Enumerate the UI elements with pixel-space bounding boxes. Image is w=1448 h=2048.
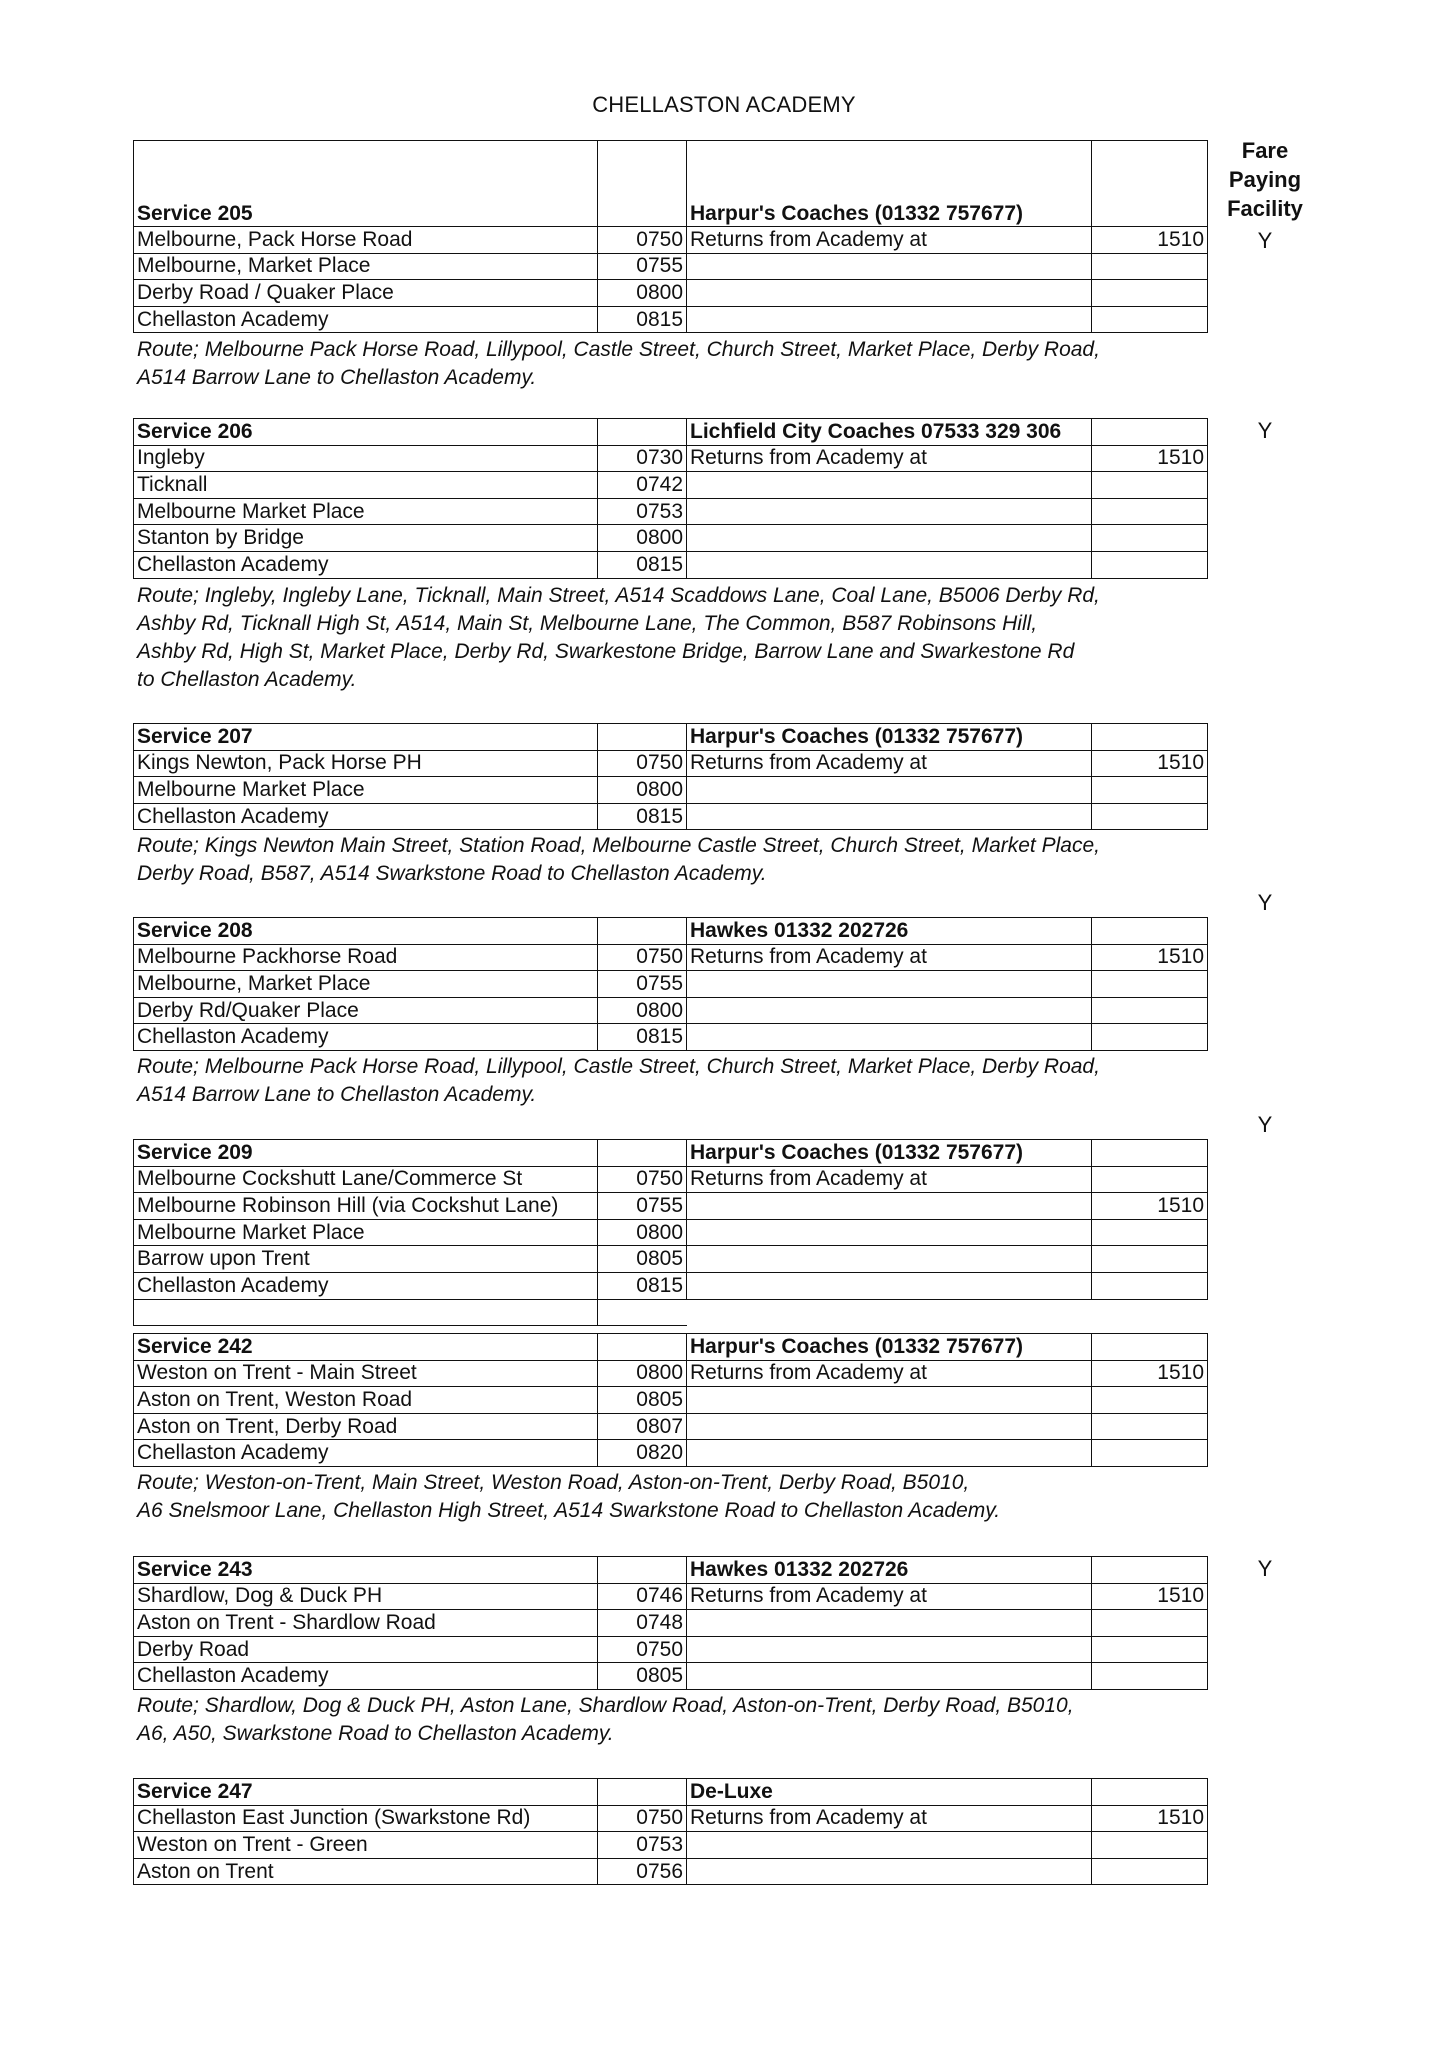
stop-name: Melbourne Market Place bbox=[134, 777, 598, 804]
fare-paying-flag: Y bbox=[1257, 890, 1273, 915]
stop-row bbox=[134, 750, 1208, 777]
empty-cell bbox=[1092, 141, 1208, 227]
returns-label-cell: Returns from Academy at bbox=[687, 445, 1092, 472]
stop-name: Derby Road / Quaker Place bbox=[134, 280, 598, 307]
return-time-cell: 1510 bbox=[1092, 1805, 1208, 1832]
stop-time: 0750 bbox=[598, 227, 687, 254]
route-line: Ashby Rd, High St, Market Place, Derby Rd, Swarkestone Bridge, Barrow Lane and Swarkestone Rd bbox=[137, 639, 1075, 663]
return-time-cell: 1510 bbox=[1092, 1583, 1208, 1610]
stop-time: 0730 bbox=[598, 445, 687, 472]
stop-time: 0800 bbox=[598, 525, 687, 552]
empty-cell bbox=[1092, 419, 1208, 446]
stop-name: Melbourne Market Place bbox=[134, 498, 598, 525]
empty-cell bbox=[1092, 918, 1208, 945]
stop-name: Chellaston Academy bbox=[134, 306, 598, 333]
stop-row bbox=[134, 498, 1208, 525]
returns-label-cell bbox=[687, 1440, 1092, 1467]
stop-name: Barrow upon Trent bbox=[134, 1246, 598, 1273]
stop-row bbox=[134, 253, 1208, 280]
return-time-cell bbox=[1092, 1636, 1208, 1663]
return-time-cell: 1510 bbox=[1092, 944, 1208, 971]
stop-name: Aston on Trent, Derby Road bbox=[134, 1413, 598, 1440]
stop-time: 0750 bbox=[598, 750, 687, 777]
returns-label-cell: Returns from Academy at bbox=[687, 944, 1092, 971]
returns-label-cell bbox=[687, 1610, 1092, 1637]
route-line: A6, A50, Swarkstone Road to Chellaston Academy. bbox=[137, 1722, 614, 1746]
stop-time: 0746 bbox=[598, 1583, 687, 1610]
empty-cell bbox=[598, 918, 687, 945]
stop-row bbox=[134, 1360, 1208, 1387]
stop-row bbox=[134, 280, 1208, 307]
return-time-cell: 1510 bbox=[1092, 750, 1208, 777]
empty-cell bbox=[1092, 1140, 1208, 1167]
return-time-cell bbox=[1092, 1219, 1208, 1246]
stop-name: Chellaston Academy bbox=[134, 803, 598, 830]
return-time-cell bbox=[1092, 253, 1208, 280]
stop-row bbox=[134, 1832, 1208, 1859]
stop-time: 0755 bbox=[598, 1193, 687, 1220]
stop-name: Melbourne, Market Place bbox=[134, 253, 598, 280]
returns-label-cell: Returns from Academy at bbox=[687, 750, 1092, 777]
service-table bbox=[133, 917, 1208, 1051]
service-table bbox=[133, 1333, 1208, 1467]
returns-label-cell bbox=[687, 1246, 1092, 1273]
service-name: Service 242 bbox=[134, 1334, 598, 1361]
fare-header-line: Fare bbox=[1241, 138, 1289, 163]
stop-name: Aston on Trent - Shardlow Road bbox=[134, 1610, 598, 1637]
stop-name: Chellaston Academy bbox=[134, 1663, 598, 1690]
service-name: Service 247 bbox=[134, 1779, 598, 1806]
service-name: Service 243 bbox=[134, 1557, 598, 1584]
stop-name: Melbourne, Pack Horse Road bbox=[134, 227, 598, 254]
stop-row bbox=[134, 445, 1208, 472]
stop-name: Melbourne Packhorse Road bbox=[134, 944, 598, 971]
stop-name: Derby Rd/Quaker Place bbox=[134, 997, 598, 1024]
stop-row bbox=[134, 1166, 1208, 1193]
stop-row bbox=[134, 997, 1208, 1024]
stop-name: Ingleby bbox=[134, 445, 598, 472]
empty-cell bbox=[1092, 1779, 1208, 1806]
stop-time: 0800 bbox=[598, 777, 687, 804]
return-time-cell: 1510 bbox=[1092, 1193, 1208, 1220]
service-name: Service 205 bbox=[134, 141, 598, 227]
stop-time: 0753 bbox=[598, 1832, 687, 1859]
returns-label-cell bbox=[687, 1387, 1092, 1414]
stop-time: 0800 bbox=[598, 1360, 687, 1387]
stop-time: 0805 bbox=[598, 1663, 687, 1690]
service-header-row bbox=[134, 918, 1208, 945]
returns-label-cell bbox=[687, 1663, 1092, 1690]
stop-row bbox=[134, 1272, 1208, 1299]
empty-cell bbox=[134, 1299, 598, 1326]
stop-name: Kings Newton, Pack Horse PH bbox=[134, 750, 598, 777]
stop-row bbox=[134, 551, 1208, 578]
service-table bbox=[133, 140, 1208, 333]
stop-row bbox=[134, 1440, 1208, 1467]
returns-label-cell: Returns from Academy at bbox=[687, 1805, 1092, 1832]
stop-row bbox=[134, 306, 1208, 333]
return-time-cell bbox=[1092, 1858, 1208, 1885]
stop-name: Ticknall bbox=[134, 472, 598, 499]
return-time-cell bbox=[1092, 472, 1208, 499]
stop-name: Aston on Trent bbox=[134, 1858, 598, 1885]
stop-time: 0755 bbox=[598, 253, 687, 280]
service-name: Service 207 bbox=[134, 724, 598, 751]
stop-time: 0755 bbox=[598, 971, 687, 998]
stop-time: 0800 bbox=[598, 1219, 687, 1246]
stop-name: Melbourne, Market Place bbox=[134, 971, 598, 998]
service-header-row bbox=[134, 419, 1208, 446]
service-header-row bbox=[134, 1557, 1208, 1584]
stop-name: Melbourne Robinson Hill (via Cockshut Lane) bbox=[134, 1193, 598, 1220]
return-time-cell bbox=[1092, 1832, 1208, 1859]
returns-label-cell bbox=[687, 525, 1092, 552]
route-line: Ashby Rd, Ticknall High St, A514, Main St, Melbourne Lane, The Common, B587 Robinsons Hill, bbox=[137, 611, 1038, 635]
stop-row bbox=[134, 1663, 1208, 1690]
route-line: Route; Ingleby, Ingleby Lane, Ticknall, Main Street, A514 Scaddows Lane, Coal Lane, B5006 Derby Rd, bbox=[137, 583, 1100, 607]
stop-row bbox=[134, 777, 1208, 804]
route-line: A514 Barrow Lane to Chellaston Academy. bbox=[137, 1083, 537, 1107]
route-description bbox=[137, 582, 1217, 694]
returns-label-cell bbox=[687, 1219, 1092, 1246]
return-time-cell bbox=[1092, 1387, 1208, 1414]
route-line: Route; Weston-on-Trent, Main Street, Weston Road, Aston-on-Trent, Derby Road, B5010, bbox=[137, 1471, 970, 1495]
route-line: A6 Snelsmoor Lane, Chellaston High Street, A514 Swarkstone Road to Chellaston Academy. bbox=[137, 1499, 1001, 1523]
returns-label-cell bbox=[687, 306, 1092, 333]
return-time-cell bbox=[1092, 777, 1208, 804]
stop-time: 0815 bbox=[598, 551, 687, 578]
stop-time: 0815 bbox=[598, 1272, 687, 1299]
returns-label-cell bbox=[687, 1858, 1092, 1885]
stop-name: Chellaston Academy bbox=[134, 1024, 598, 1051]
stop-name: Aston on Trent, Weston Road bbox=[134, 1387, 598, 1414]
empty-cell bbox=[598, 419, 687, 446]
fare-header-line: Facility bbox=[1227, 196, 1303, 221]
document-title: CHELLASTON ACADEMY bbox=[592, 92, 856, 117]
route-line: Derby Road, B587, A514 Swarkstone Road to Chellaston Academy. bbox=[137, 862, 767, 886]
route-line: Route; Shardlow, Dog & Duck PH, Aston Lane, Shardlow Road, Aston-on-Trent, Derby Road, B5010, bbox=[137, 1694, 1074, 1718]
stop-time: 0815 bbox=[598, 1024, 687, 1051]
fare-paying-flag: Y bbox=[1257, 228, 1273, 253]
stop-row bbox=[134, 1246, 1208, 1273]
route-description bbox=[137, 1692, 1217, 1748]
service-table bbox=[133, 1778, 1208, 1885]
stop-row bbox=[134, 1805, 1208, 1832]
service-name: Service 209 bbox=[134, 1140, 598, 1167]
empty-cell bbox=[598, 1779, 687, 1806]
return-time-cell bbox=[1092, 551, 1208, 578]
fare-paying-flag: Y bbox=[1257, 418, 1273, 443]
fare-paying-flag: Y bbox=[1257, 1556, 1273, 1581]
return-time-cell bbox=[1092, 498, 1208, 525]
stop-row bbox=[134, 1636, 1208, 1663]
empty-cell bbox=[598, 1334, 687, 1361]
stop-time: 0815 bbox=[598, 306, 687, 333]
stop-time: 0805 bbox=[598, 1246, 687, 1273]
stop-row bbox=[134, 1193, 1208, 1220]
returns-label-cell bbox=[687, 1413, 1092, 1440]
service-header-row bbox=[134, 724, 1208, 751]
service-table bbox=[133, 1556, 1208, 1690]
fare-header-line: Paying bbox=[1228, 167, 1302, 192]
return-time-cell bbox=[1092, 280, 1208, 307]
return-time-cell: 1510 bbox=[1092, 227, 1208, 254]
stop-time: 0750 bbox=[598, 1805, 687, 1832]
empty-cell bbox=[598, 141, 687, 227]
returns-label-cell: Returns from Academy at bbox=[687, 227, 1092, 254]
returns-label-cell: Returns from Academy at bbox=[687, 1360, 1092, 1387]
stop-time: 0800 bbox=[598, 997, 687, 1024]
stop-time: 0805 bbox=[598, 1387, 687, 1414]
stop-time: 0756 bbox=[598, 1858, 687, 1885]
stop-time: 0800 bbox=[598, 280, 687, 307]
empty-cell bbox=[1092, 1299, 1208, 1326]
return-time-cell bbox=[1092, 803, 1208, 830]
returns-label-cell bbox=[687, 253, 1092, 280]
stop-name: Shardlow, Dog & Duck PH bbox=[134, 1583, 598, 1610]
stop-row bbox=[134, 525, 1208, 552]
fare-paying-facility-header bbox=[1210, 136, 1320, 223]
stop-name: Melbourne Cockshutt Lane/Commerce St bbox=[134, 1166, 598, 1193]
return-time-cell bbox=[1092, 306, 1208, 333]
returns-label-cell bbox=[687, 472, 1092, 499]
operator-name: Lichfield City Coaches 07533 329 306 bbox=[687, 419, 1092, 446]
operator-name: De-Luxe bbox=[687, 1779, 1092, 1806]
operator-name: Hawkes 01332 202726 bbox=[687, 1557, 1092, 1584]
stop-time: 0750 bbox=[598, 1166, 687, 1193]
return-time-cell bbox=[1092, 525, 1208, 552]
stop-row bbox=[134, 1583, 1208, 1610]
service-table bbox=[133, 1139, 1208, 1326]
stop-name: Weston on Trent - Green bbox=[134, 1832, 598, 1859]
stop-time: 0753 bbox=[598, 498, 687, 525]
return-time-cell bbox=[1092, 1610, 1208, 1637]
stop-row bbox=[134, 1024, 1208, 1051]
stop-name: Chellaston Academy bbox=[134, 1440, 598, 1467]
stop-row bbox=[134, 472, 1208, 499]
empty-cell bbox=[598, 724, 687, 751]
spacer-row bbox=[134, 1299, 1208, 1326]
route-description bbox=[137, 336, 1217, 392]
returns-label-cell bbox=[687, 280, 1092, 307]
stop-name: Chellaston Academy bbox=[134, 1272, 598, 1299]
return-time-cell bbox=[1092, 997, 1208, 1024]
service-header-row bbox=[134, 1140, 1208, 1167]
operator-name: Harpur's Coaches (01332 757677) bbox=[687, 141, 1092, 227]
empty-cell bbox=[598, 1140, 687, 1167]
service-header-row bbox=[134, 1779, 1208, 1806]
empty-cell bbox=[687, 1299, 1092, 1326]
stop-row bbox=[134, 803, 1208, 830]
route-line: to Chellaston Academy. bbox=[137, 667, 357, 691]
operator-name: Harpur's Coaches (01332 757677) bbox=[687, 724, 1092, 751]
return-time-cell: 1510 bbox=[1092, 1360, 1208, 1387]
fare-paying-flag: Y bbox=[1257, 1112, 1273, 1137]
returns-label-cell bbox=[687, 971, 1092, 998]
empty-cell bbox=[1092, 724, 1208, 751]
returns-label-cell: Returns from Academy at bbox=[687, 1166, 1092, 1193]
stop-row bbox=[134, 1610, 1208, 1637]
stop-name: Chellaston East Junction (Swarkstone Rd) bbox=[134, 1805, 598, 1832]
return-time-cell bbox=[1092, 971, 1208, 998]
stop-time: 0815 bbox=[598, 803, 687, 830]
return-time-cell bbox=[1092, 1663, 1208, 1690]
return-time-cell bbox=[1092, 1272, 1208, 1299]
returns-label-cell bbox=[687, 1636, 1092, 1663]
service-header-row bbox=[134, 141, 1208, 227]
returns-label-cell bbox=[687, 498, 1092, 525]
stop-row bbox=[134, 227, 1208, 254]
operator-name: Harpur's Coaches (01332 757677) bbox=[687, 1140, 1092, 1167]
route-line: Route; Kings Newton Main Street, Station Road, Melbourne Castle Street, Church Street, Market Place, bbox=[137, 834, 1100, 858]
returns-label-cell bbox=[687, 551, 1092, 578]
stop-name: Weston on Trent - Main Street bbox=[134, 1360, 598, 1387]
stop-time: 0742 bbox=[598, 472, 687, 499]
operator-name: Hawkes 01332 202726 bbox=[687, 918, 1092, 945]
returns-label-cell bbox=[687, 1024, 1092, 1051]
empty-cell bbox=[598, 1299, 687, 1326]
returns-label-cell bbox=[687, 1193, 1092, 1220]
operator-name: Harpur's Coaches (01332 757677) bbox=[687, 1334, 1092, 1361]
service-table bbox=[133, 723, 1208, 830]
return-time-cell bbox=[1092, 1246, 1208, 1273]
stop-time: 0750 bbox=[598, 1636, 687, 1663]
empty-cell bbox=[1092, 1334, 1208, 1361]
service-name: Service 206 bbox=[134, 419, 598, 446]
stop-row bbox=[134, 1858, 1208, 1885]
returns-label-cell bbox=[687, 997, 1092, 1024]
stop-row bbox=[134, 971, 1208, 998]
stop-name: Melbourne Market Place bbox=[134, 1219, 598, 1246]
stop-name: Chellaston Academy bbox=[134, 551, 598, 578]
returns-label-cell bbox=[687, 803, 1092, 830]
service-table bbox=[133, 418, 1208, 579]
stop-time: 0807 bbox=[598, 1413, 687, 1440]
stop-time: 0820 bbox=[598, 1440, 687, 1467]
returns-label-cell bbox=[687, 1272, 1092, 1299]
stop-name: Stanton by Bridge bbox=[134, 525, 598, 552]
route-line: Route; Melbourne Pack Horse Road, Lillypool, Castle Street, Church Street, Market Place, Derby Road, bbox=[137, 337, 1100, 361]
route-line: A514 Barrow Lane to Chellaston Academy. bbox=[137, 365, 537, 389]
returns-label-cell: Returns from Academy at bbox=[687, 1583, 1092, 1610]
empty-cell bbox=[598, 1557, 687, 1584]
stop-row bbox=[134, 1413, 1208, 1440]
return-time-cell bbox=[1092, 1024, 1208, 1051]
stop-row bbox=[134, 944, 1208, 971]
stop-row bbox=[134, 1219, 1208, 1246]
service-header-row bbox=[134, 1334, 1208, 1361]
route-description bbox=[137, 1053, 1217, 1109]
returns-label-cell bbox=[687, 777, 1092, 804]
return-time-cell bbox=[1092, 1440, 1208, 1467]
return-time-cell: 1510 bbox=[1092, 445, 1208, 472]
stop-row bbox=[134, 1387, 1208, 1414]
route-line: Route; Melbourne Pack Horse Road, Lillypool, Castle Street, Church Street, Market Place, Derby Road, bbox=[137, 1055, 1100, 1079]
return-time-cell bbox=[1092, 1166, 1208, 1193]
stop-name: Derby Road bbox=[134, 1636, 598, 1663]
empty-cell bbox=[1092, 1557, 1208, 1584]
route-description bbox=[137, 1469, 1217, 1525]
stop-time: 0750 bbox=[598, 944, 687, 971]
route-description bbox=[137, 832, 1217, 888]
stop-time: 0748 bbox=[598, 1610, 687, 1637]
returns-label-cell bbox=[687, 1832, 1092, 1859]
return-time-cell bbox=[1092, 1413, 1208, 1440]
service-name: Service 208 bbox=[134, 918, 598, 945]
